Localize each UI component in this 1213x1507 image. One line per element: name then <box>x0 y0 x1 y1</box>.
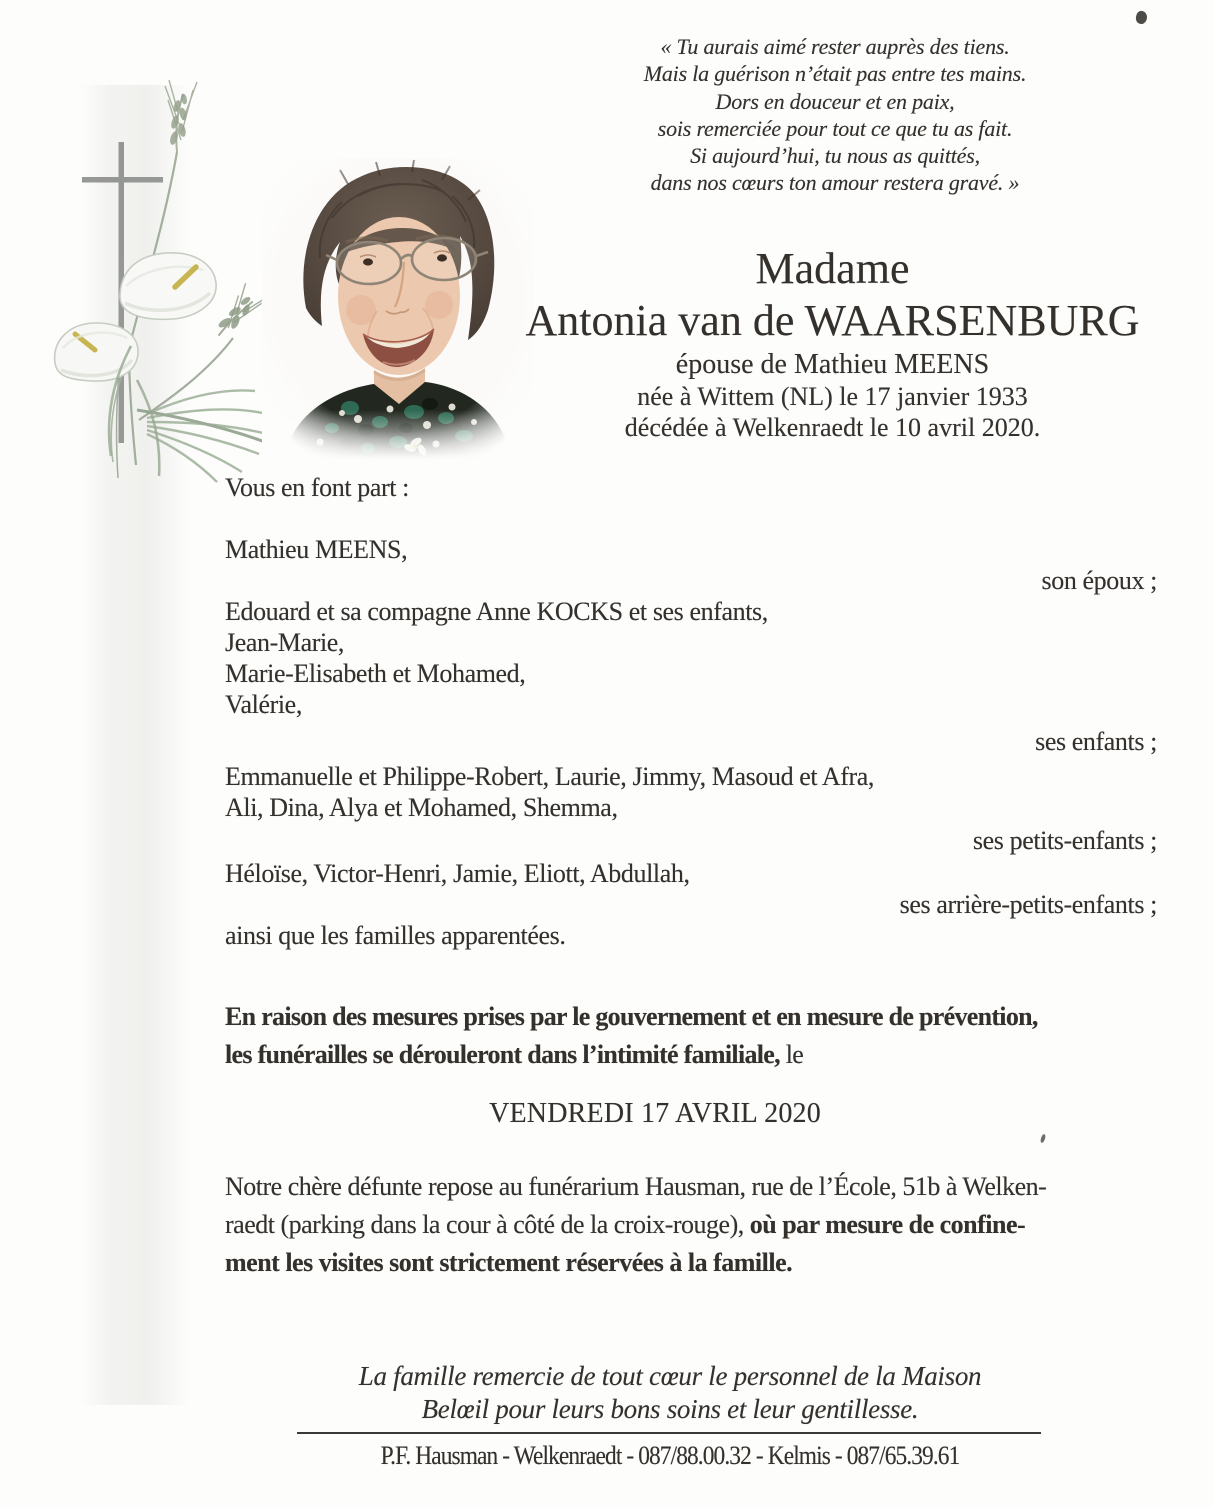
notice-regular-text: le <box>779 1040 804 1069</box>
deceased-title: Madame <box>755 244 910 293</box>
thanks-line: La famille remercie de tout cœur le personnel de la Maison <box>358 1361 982 1391</box>
deceased-death-line: décédée à Welkenraedt le 10 avril 2020. <box>624 413 1041 442</box>
deceased-birth-line: née à Wittem (NL) le 17 janvier 1933 <box>637 382 1028 411</box>
quote-line: « Tu aurais aimé rester auprès des tiens. <box>660 34 1010 59</box>
quote-line: dans nos cœurs ton amour restera gravé. » <box>650 170 1020 196</box>
repose-paragraph <box>225 1168 1170 1282</box>
quote-line: Si aujourd’hui, tu nous as quittés, <box>690 143 980 169</box>
deceased-name: Antonia van de WAARSENBURG <box>525 296 1140 345</box>
family-name-line: Héloïse, Victor-Henri, Jamie, Eliott, Abdullah, <box>225 859 690 888</box>
quote-line: Mais la guérison n’était pas entre tes mains. <box>643 61 1027 87</box>
notice-bold-text: les funérailles se dérouleront dans l’intimité familiale, <box>225 1040 780 1069</box>
memorial-quote <box>490 33 1180 197</box>
relation-label: son époux ; <box>1041 566 1157 595</box>
repose-line <box>225 1244 1170 1282</box>
notice-line <box>225 998 1170 1036</box>
notice-bold-text: En raison des mesures prises par le gouvernement et en mesure de prévention, <box>225 1002 1038 1031</box>
funeral-date: VENDREDI 17 AVRIL 2020 <box>489 1098 821 1129</box>
covid-notice <box>225 998 1170 1074</box>
scan-speck <box>1040 1134 1047 1144</box>
cross-and-lilies-illustration <box>25 80 285 490</box>
repose-line <box>225 1206 1170 1244</box>
family-name-line: Mathieu MEENS, <box>225 535 408 564</box>
repose-regular-text: raedt (parking dans la cour à côté de la croix-rouge), <box>225 1210 750 1239</box>
family-name-line: Emmanuelle et Philippe-Robert, Laurie, Jimmy, Masoud et Afra, <box>225 762 875 791</box>
thanks-message <box>230 1360 1110 1426</box>
thanks-line: Belœil pour leurs bons soins et leur gentillesse. <box>421 1394 919 1424</box>
funeral-home-contact: P.F. Hausman - Welkenraedt - 087/88.00.32 - Kelmis - 087/65.39.61 <box>380 1441 960 1470</box>
footer-divider <box>297 1432 1041 1434</box>
announcement-intro: Vous en font part : <box>225 473 410 502</box>
quote-line: Dors en douceur et en paix, <box>715 88 955 114</box>
family-name-line: Valérie, <box>225 690 302 719</box>
cross-icon <box>25 80 285 490</box>
relation-label: ses enfants ; <box>1035 727 1157 756</box>
repose-bold-text: où par mesure de confine- <box>749 1210 1026 1239</box>
notice-line <box>225 1036 1170 1074</box>
family-name-line: Edouard et sa compagne Anne KOCKS et ses enfants, <box>225 597 768 626</box>
family-name-line: Ali, Dina, Alya et Mohamed, Shemma, <box>225 793 618 822</box>
quote-line: sois remerciée pour tout ce que tu as fait. <box>657 115 1013 141</box>
repose-bold-text: ment les visites sont strictement réservées à la famille. <box>225 1248 793 1277</box>
deceased-spouse-line: épouse de Mathieu MEENS <box>675 349 990 380</box>
scan-speck <box>1135 10 1148 25</box>
announcement-section <box>225 472 1157 951</box>
family-name-line: Jean-Marie, <box>225 628 345 657</box>
relation-label: ses arrière-petits-enfants ; <box>899 890 1157 919</box>
repose-line: Notre chère défunte repose au funérarium Hausman, rue de l’École, 51b à Welken- <box>225 1172 1047 1201</box>
announcement-closing: ainsi que les familles apparentées. <box>225 921 566 950</box>
relation-label: ses petits-enfants ; <box>972 826 1157 855</box>
family-name-line: Marie-Elisabeth et Mohamed, <box>225 659 526 688</box>
